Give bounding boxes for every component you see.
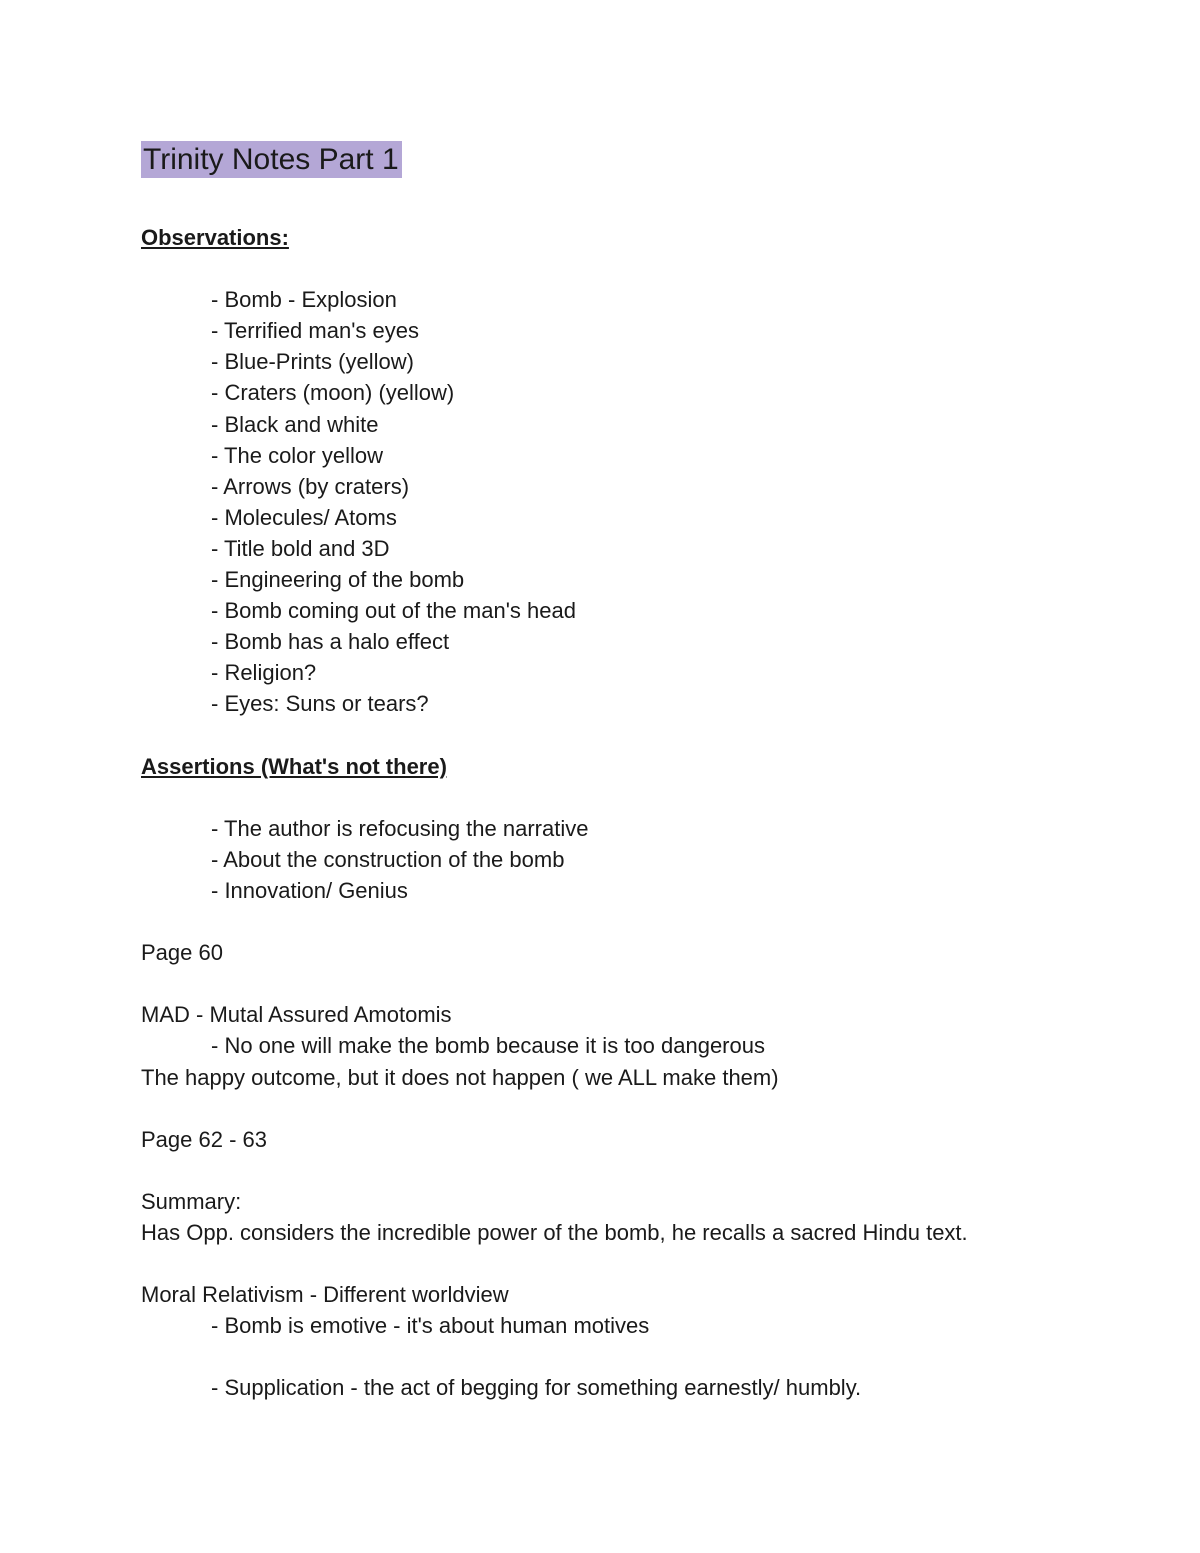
list-item: - Title bold and 3D xyxy=(211,535,390,561)
spacer xyxy=(141,1093,1141,1124)
list-item: - Terrified man's eyes xyxy=(211,318,419,344)
summary-label: Summary: xyxy=(141,1188,242,1214)
observations-heading: Observations: xyxy=(141,225,289,250)
spacer xyxy=(141,968,1141,999)
page-62-ref: Page 62 - 63 xyxy=(141,1126,267,1152)
title-block xyxy=(141,141,402,178)
list-item: - Molecules/ Atoms xyxy=(211,504,397,530)
spacer xyxy=(141,1248,1141,1279)
list-item: - Bomb has a halo effect xyxy=(211,629,450,655)
list-item: - Engineering of the bomb xyxy=(211,567,465,593)
summary-text: Has Opp. considers the incredible power of the bomb, he recalls a sacred Hindu text. xyxy=(141,1220,968,1245)
list-item: - Religion? xyxy=(211,660,317,686)
notes-body xyxy=(141,222,1141,1404)
spacer xyxy=(141,906,1141,937)
page-60-ref: Page 60 xyxy=(141,940,223,966)
list-item: - Innovation/ Genius xyxy=(211,877,408,903)
spacer xyxy=(141,1155,1141,1186)
assertions-heading: Assertions (What's not there) xyxy=(141,753,447,779)
moral-subpoint: - Supplication - the act of begging for something earnestly/ humbly. xyxy=(211,1375,862,1401)
list-item: - Bomb - Explosion xyxy=(211,287,397,313)
list-item: - Eyes: Suns or tears? xyxy=(211,691,429,717)
list-item: - The author is refocusing the narrative xyxy=(211,815,589,841)
mad-outcome: The happy outcome, but it does not happen ( we ALL make them) xyxy=(141,1064,779,1090)
observations-list xyxy=(141,284,1141,719)
list-item: - Bomb coming out of the man's head xyxy=(211,598,576,624)
list-item: - Blue-Prints (yellow) xyxy=(211,349,414,375)
list-item: - Arrows (by craters) xyxy=(211,473,410,499)
spacer xyxy=(141,253,1141,284)
list-item: - Craters (moon) (yellow) xyxy=(211,380,455,406)
spacer xyxy=(141,1341,1141,1372)
mad-subpoint: - No one will make the bomb because it is too dangerous xyxy=(211,1033,765,1059)
spacer xyxy=(141,782,1141,813)
moral-subpoint: - Bomb is emotive - it's about human motives xyxy=(211,1313,650,1339)
page-title: Trinity Notes Part 1 xyxy=(141,141,402,178)
list-item: - The color yellow xyxy=(211,442,383,468)
list-item: - About the construction of the bomb xyxy=(211,846,565,872)
moral-line: Moral Relativism - Different worldview xyxy=(141,1282,509,1308)
spacer xyxy=(141,720,1141,751)
mad-line: MAD - Mutal Assured Amotomis xyxy=(141,1002,452,1028)
list-item: - Black and white xyxy=(211,411,379,437)
assertions-list xyxy=(141,813,1141,906)
